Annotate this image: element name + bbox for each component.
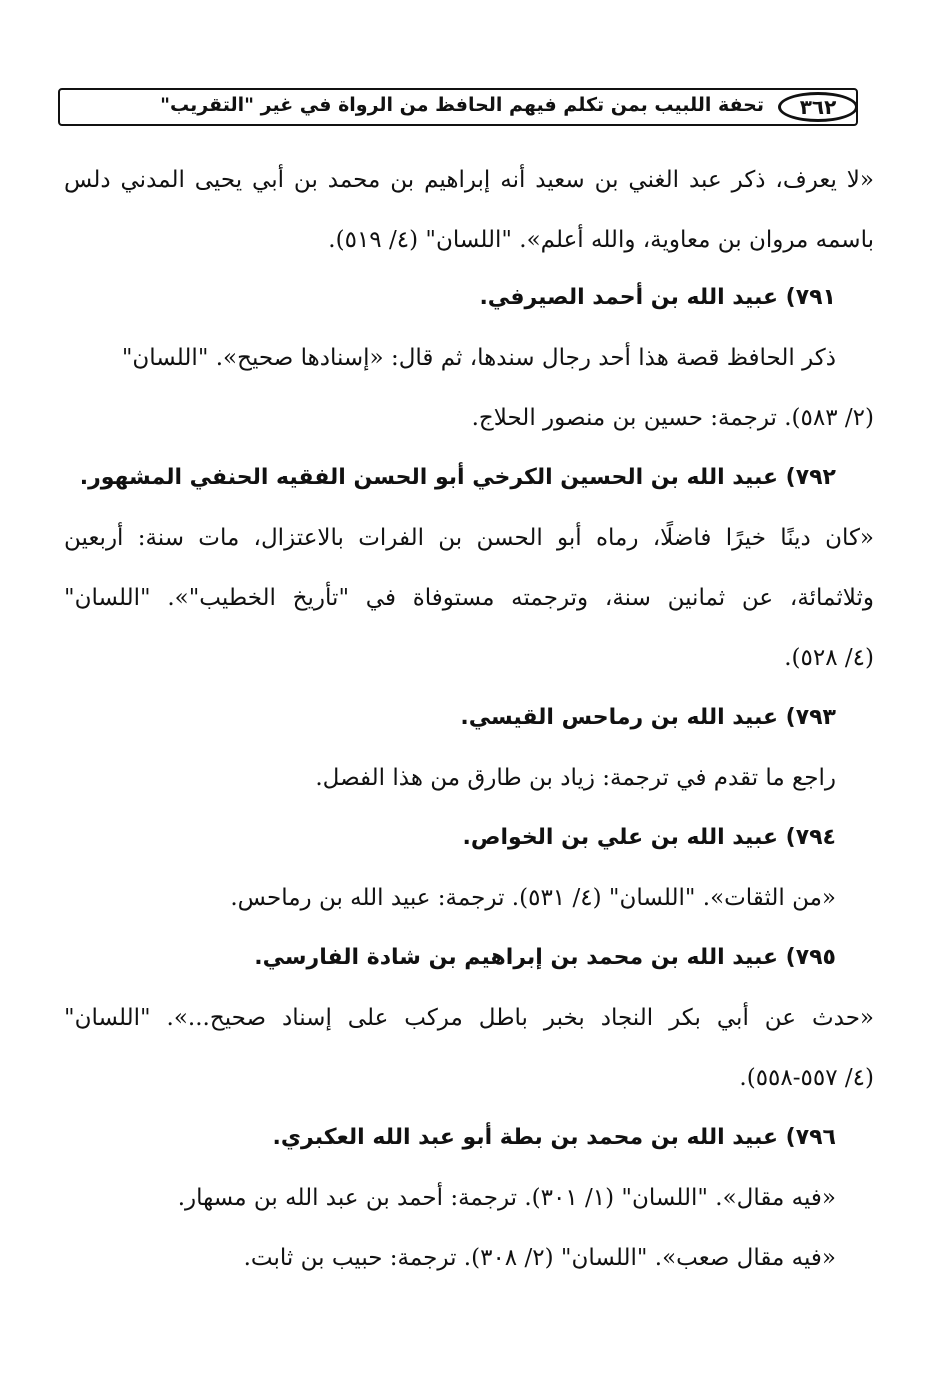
text-line: «من الثقات». "اللسان" (٤/ ٥٣١). ترجمة: عبيد الله بن رماحس. xyxy=(230,885,836,911)
entry-heading-794: ٧٩٤) عبيد الله بن علي بن الخواص. xyxy=(462,825,836,850)
entry-heading-795: ٧٩٥) عبيد الله بن محمد بن إبراهيم بن شادة الفارسي. xyxy=(254,945,836,970)
entry-heading-791: ٧٩١) عبيد الله بن أحمد الصيرفي. xyxy=(479,285,836,310)
text-line: «لا يعرف، ذكر عبد الغني بن سعيد أنه إبراهيم بن محمد بن أبي يحيى المدني دلس xyxy=(64,167,874,193)
text-line: «كان دينًا خيرًا فاضلًا، رماه أبو الحسن بن الفرات بالاعتزال، مات سنة: أربعين xyxy=(64,525,874,551)
text-line: (٢/ ٥٨٣). ترجمة: حسين بن منصور الحلاج. xyxy=(471,405,874,431)
text-line: «فيه مقال». "اللسان" (١/ ٣٠١). ترجمة: أحمد بن عبد الله بن مسهار. xyxy=(177,1185,836,1211)
text-line: «فيه مقال صعب». "اللسان" (٢/ ٣٠٨). ترجمة: حبيب بن ثابت. xyxy=(243,1245,836,1271)
running-title: تحفة اللبيب بمن تكلم فيهم الحافظ من الرواة في غير "التقريب" xyxy=(160,94,764,116)
text-line: راجع ما تقدم في ترجمة: زياد بن طارق من هذا الفصل. xyxy=(315,765,836,791)
text-line: «حدث عن أبي بكر النجاد بخبر باطل مركب على إسناد صحيح...». "اللسان" xyxy=(64,1005,874,1031)
entry-heading-796: ٧٩٦) عبيد الله بن محمد بن بطة أبو عبد الله العكبري. xyxy=(272,1125,836,1150)
text-line: باسمه مروان بن معاوية، والله أعلم». "اللسان" (٤/ ٥١٩). xyxy=(328,227,874,253)
page-number: ٣٦٢ xyxy=(778,92,858,122)
text-line: ذكر الحافظ قصة هذا أحد رجال سندها، ثم قال: «إسنادها صحيح». "اللسان" xyxy=(121,345,836,371)
entry-heading-792: ٧٩٢) عبيد الله بن الحسين الكرخي أبو الحسن الفقيه الحنفي المشهور. xyxy=(79,465,836,490)
text-line: (٤/ ٥٥٧-٥٥٨). xyxy=(739,1065,874,1091)
text-line: (٤/ ٥٢٨). xyxy=(784,645,874,671)
entry-heading-793: ٧٩٣) عبيد الله بن رماحس القيسي. xyxy=(460,705,836,730)
text-line: وثلاثمائة، عن ثمانين سنة، وترجمته مستوفاة في "تأريخ الخطيب"». "اللسان" xyxy=(64,585,874,611)
page-header xyxy=(58,88,858,126)
